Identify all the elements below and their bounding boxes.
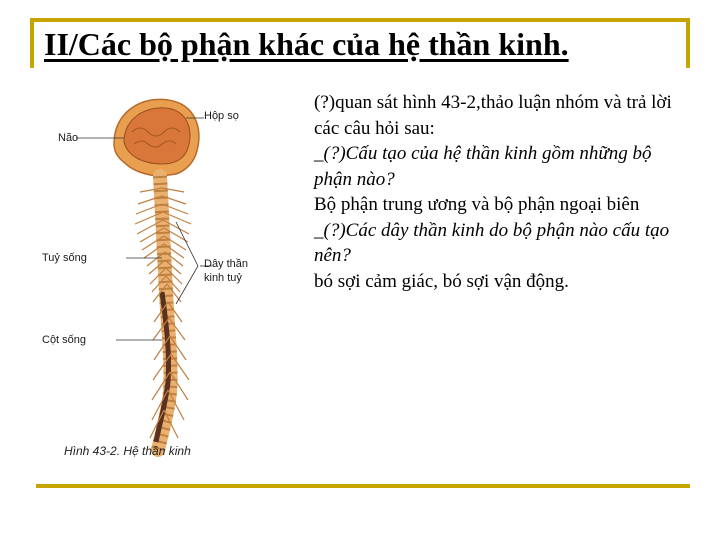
question-1: _(?)Cấu tạo của hệ thần kinh gồm những bộ phận nào? (314, 143, 652, 190)
figure-caption: Hình 43-2. Hệ thần kinh (64, 444, 191, 458)
instruction-paragraph: (?)quan sát hình 43-2,thảo luận nhóm và trả lời các câu hỏi sau: (314, 92, 672, 139)
frame-left-border (30, 18, 34, 68)
frame-right-border (686, 18, 690, 68)
slide-title: II/Các bộ phận khác của hệ thần kinh. (44, 26, 569, 62)
nervous-system-illustration (36, 92, 306, 472)
answer-1: Bộ phận trung ương và bộ phận ngoại biên (314, 194, 640, 215)
label-day-than-kinh-tuy-line1: Dây thần (204, 258, 249, 270)
discussion-text (314, 90, 694, 294)
nervous-system-figure (36, 92, 306, 472)
frame-top-border (30, 18, 690, 22)
label-hop-so: Hộp sọ (204, 110, 239, 122)
label-cot-song: Cột sống (42, 334, 87, 346)
label-nao: Não (58, 132, 79, 144)
label-tuy-song: Tuỷ sống (42, 252, 87, 264)
label-day-than-kinh-tuy-line2: kinh tuỷ (204, 272, 242, 284)
answer-2: bó sợi cảm giác, bó sợi vận động. (314, 270, 569, 292)
frame-bottom-border (36, 484, 690, 488)
question-2: _(?)Các dây thần kinh do bộ phận nào cấu tạo nên? (314, 219, 670, 266)
